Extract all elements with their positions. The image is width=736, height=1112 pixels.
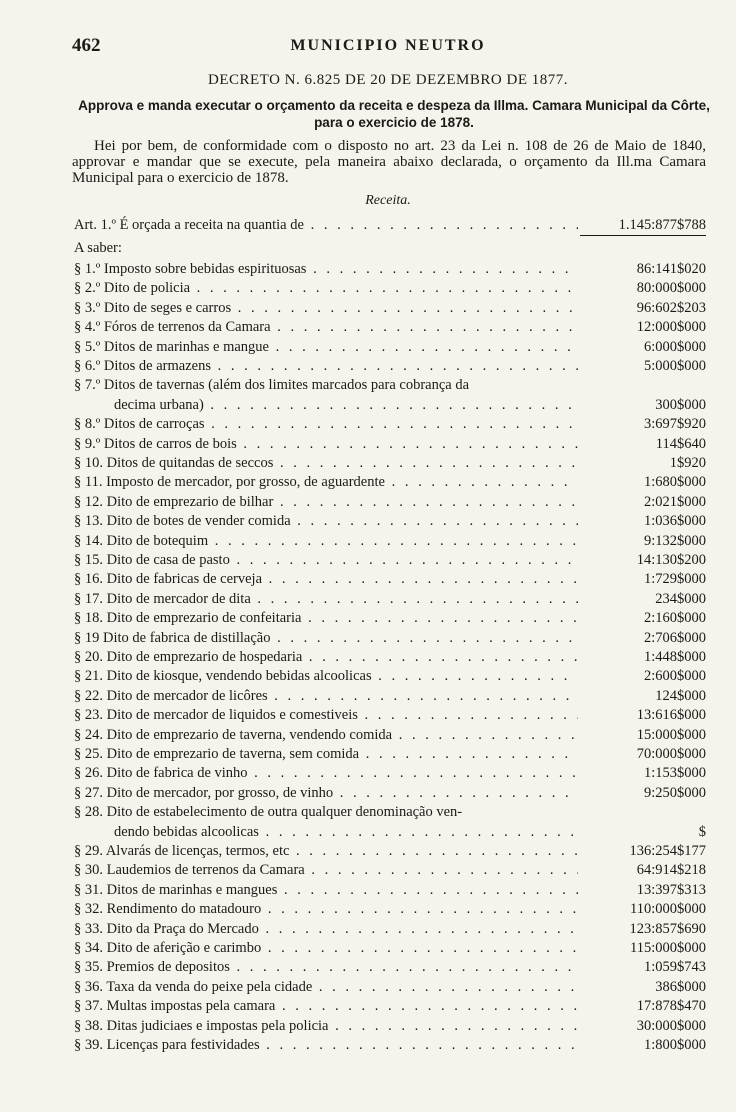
ledger-item-label: § 7.º Ditos de tavernas (além dos limites marcados para cobrança da <box>74 377 470 394</box>
preamble-paragraph: Hei por bem, de conformidade com o disposto no art. 23 da Lei n. 108 de 26 de Maio de 1840, approvar e mandar que se execute, pela maneira abaixo declarada, o orçamento da Ill.ma Camara Municipal para o exercicio de 1878. <box>72 138 706 186</box>
ledger-item-label: § 31. Ditos de marinhas e mangues . . . <box>74 881 578 900</box>
ledger-item-label: § 25. Dito de emprezario de taverna, sem comida . . . <box>74 745 578 764</box>
ledger-item-amount: 115:000$000 <box>630 940 706 956</box>
ledger-item-label: § 38. Ditas judiciaes e impostas pela policia . . . <box>74 1017 578 1036</box>
ledger-item-label: § 13. Dito de botes de vender comida . . . <box>74 512 578 531</box>
ledger-item-amount: 124$000 <box>655 687 706 704</box>
ledger-item-label: § 6.º Ditos de armazens . . . <box>74 357 578 376</box>
ledger-item-amount: 14:130$200 <box>636 552 706 568</box>
ledger-item-label: § 8.º Ditos de carroças . . . <box>74 415 578 434</box>
ledger-item-amount: 13:397$313 <box>636 881 706 898</box>
ledger-item-amount: 1:448$000 <box>643 649 706 665</box>
ledger-row <box>74 939 706 958</box>
ledger-row <box>74 978 706 997</box>
decree-title: DECRETO N. 6.825 DE 20 DE DEZEMBRO DE 1877. <box>208 72 568 88</box>
ledger-row <box>74 648 706 667</box>
ledger-item-amount: 2:706$000 <box>643 629 706 646</box>
ledger-row <box>74 551 706 570</box>
ledger-item-label: § 32. Rendimento do matadouro . . . <box>74 900 578 919</box>
ledger-item-label: § 9.º Ditos de carros de bois . . . <box>74 435 578 454</box>
ledger-item-label: § 19 Dito de fabrica de distillação . . . <box>74 629 578 648</box>
ledger-row <box>74 512 706 531</box>
ledger-row <box>74 1017 706 1036</box>
ledger-item-label: § 39. Licenças para festividades . . . <box>74 1036 578 1055</box>
ledger-row <box>74 900 706 919</box>
ledger-row <box>74 687 706 706</box>
ledger-item-amount: 123:857$690 <box>629 920 706 937</box>
ledger-item-amount: 70:000$000 <box>636 746 706 762</box>
ledger-item-amount: 86:141$020 <box>636 261 706 277</box>
ledger-item-amount: 386$000 <box>655 978 706 995</box>
ledger-row <box>74 532 706 551</box>
ledger-item-label: § 11. Imposto de mercador, por grosso, de aguardente . . . <box>74 473 578 492</box>
ledger-item-amount: 2:021$000 <box>643 493 706 510</box>
page-number: 462 <box>72 35 101 56</box>
decree-subtitle: Approva e manda executar o orçamento da receita e despeza da Illma. Camara Municipal da Côrte, para o exercicio de 1878. <box>78 98 710 130</box>
article-label: Art. 1.º É orçada a receita na quantia de . . . <box>74 216 578 235</box>
ledger-item-label: § 24. Dito de emprezario de taverna, vendendo comida . . . <box>74 726 578 745</box>
running-title: MUNICIPIO NEUTRO <box>290 37 486 54</box>
ledger-item-label: § 17. Dito de mercador de dita . . . <box>74 590 578 609</box>
ledger-item-label: § 18. Dito de emprezario de confeitaria . . . <box>74 609 578 628</box>
ledger-row <box>74 726 706 745</box>
ledger-row <box>74 803 706 822</box>
ledger-row <box>74 1036 706 1055</box>
ledger-row <box>74 745 706 764</box>
page-header <box>72 33 704 59</box>
ledger-row <box>74 861 706 880</box>
ledger-row-continuation <box>74 823 706 842</box>
ledger-item-label: § 21. Dito de kiosque, vendendo bebidas alcoolicas . . . <box>74 667 578 686</box>
ledger-item-continuation: decima urbana) . . . <box>114 396 578 415</box>
ledger-item-label: § 37. Multas impostas pela camara . . . <box>74 997 578 1016</box>
ledger-item-label: § 29. Alvarás de licenças, termos, etc . . . <box>74 842 578 861</box>
ledger-row <box>74 958 706 977</box>
ledger-row <box>74 338 706 357</box>
ledger-item-amount: 300$000 <box>655 396 706 413</box>
ledger-row <box>74 784 706 803</box>
ledger-item-amount: 13:616$000 <box>636 707 706 724</box>
ledger-item-amount: 1:036$000 <box>643 513 706 530</box>
ledger-row <box>74 590 706 609</box>
ledger-row <box>74 357 706 376</box>
ledger-item-amount: 1:153$000 <box>643 765 706 782</box>
a-saber-label: A saber: <box>74 240 122 256</box>
ledger-row <box>74 415 706 434</box>
ledger-item-label: § 16. Dito de fabricas de cerveja . . . <box>74 570 578 589</box>
article-amount: 1.145:877$788 <box>580 216 706 236</box>
ledger-item-label: § 5.º Ditos de marinhas e mangue . . . <box>74 338 578 357</box>
ledger-item-label: § 2.º Dito de policia . . . <box>74 279 578 298</box>
ledger-row <box>74 454 706 473</box>
ledger-row <box>74 667 706 686</box>
ledger-item-amount: 114$640 <box>655 435 706 452</box>
ledger-item-amount: 3:697$920 <box>643 416 706 433</box>
ledger-item-label: § 20. Dito de emprezario de hospedaria . . . <box>74 648 578 667</box>
ledger-item-amount: 64:914$218 <box>636 862 706 879</box>
ledger-row <box>74 706 706 725</box>
ledger-item-label: § 35. Premios de depositos . . . <box>74 958 578 977</box>
ledger-item-label: § 14. Dito de botequim . . . <box>74 532 578 551</box>
ledger-row <box>74 473 706 492</box>
ledger-item-amount: 234$000 <box>655 590 706 607</box>
ledger-item-label: § 30. Laudemios de terrenos da Camara . . . <box>74 861 578 880</box>
ledger-item-label: § 23. Dito de mercador de liquidos e comestiveis . . . <box>74 706 578 725</box>
ledger-item-amount: 1:059$743 <box>643 959 706 976</box>
ledger-row <box>74 260 706 279</box>
ledger-item-amount: 17:878$470 <box>636 998 706 1015</box>
ledger-item-label: § 27. Dito de mercador, por grosso, de vinho . . . <box>74 784 578 803</box>
ledger-item-amount: 5:000$000 <box>643 358 706 374</box>
ledger-item-label: § 12. Dito de emprezario de bilhar . . . <box>74 493 578 512</box>
ledger-row <box>74 570 706 589</box>
ledger-row <box>74 764 706 783</box>
ledger-row <box>74 629 706 648</box>
ledger-row <box>74 279 706 298</box>
ledger-row <box>74 842 706 861</box>
ledger-item-amount: 1:680$000 <box>643 474 706 491</box>
ledger-item-label: § 34. Dito de aferição e carimbo . . . <box>74 939 578 958</box>
ledger-item-label: § 36. Taxa da venda do peixe pela cidade . . . <box>74 978 578 997</box>
ledger-item-amount: 2:600$000 <box>643 668 706 685</box>
ledger-item-label: § 4.º Fóros de terrenos da Camara . . . <box>74 318 578 337</box>
ledger-item-amount: 80:000$000 <box>636 280 706 297</box>
ledger-item-amount: $ <box>698 823 706 840</box>
ledger-item-continuation: dendo bebidas alcoolicas . . . <box>114 823 578 842</box>
ledger-row <box>74 376 706 395</box>
ledger-item-amount: 2:160$000 <box>643 610 706 627</box>
ledger-item-amount: 9:132$000 <box>643 532 706 549</box>
ledger-row <box>74 881 706 900</box>
section-heading: Receita. <box>365 193 411 208</box>
a-saber-row <box>74 239 706 258</box>
ledger-item-amount: 1:800$000 <box>643 1037 706 1053</box>
ledger-row <box>74 435 706 454</box>
ledger-item-amount: 1$920 <box>669 455 706 471</box>
article-row <box>74 216 706 235</box>
ledger-item-amount: 30:000$000 <box>636 1017 706 1034</box>
ledger-item-amount: 96:602$203 <box>636 299 706 316</box>
ledger-row <box>74 609 706 628</box>
ledger-row <box>74 318 706 337</box>
ledger-item-label: § 26. Dito de fabrica de vinho . . . <box>74 764 578 783</box>
ledger-item-label: § 1.º Imposto sobre bebidas espirituosas . . . <box>74 260 578 279</box>
ledger-item-amount: 110:000$000 <box>630 901 706 918</box>
ledger-item-label: § 22. Dito de mercador de licôres . . . <box>74 687 578 706</box>
ledger-item-amount: 9:250$000 <box>643 784 706 801</box>
ledger-item-label: § 3.º Dito de seges e carros . . . <box>74 299 578 318</box>
ledger-row <box>74 299 706 318</box>
ledger-item-amount: 12:000$000 <box>636 319 706 336</box>
ledger-item-amount: 15:000$000 <box>636 726 706 743</box>
ledger-item-label: § 33. Dito da Praça do Mercado . . . <box>74 920 578 939</box>
ledger-item-label: § 10. Ditos de quitandas de seccos . . . <box>74 454 578 473</box>
ledger-item-amount: 6:000$000 <box>643 338 706 355</box>
ledger-item-label: § 15. Dito de casa de pasto . . . <box>74 551 578 570</box>
ledger-item-amount: 136:254$177 <box>629 843 706 859</box>
ledger-row-continuation <box>74 396 706 415</box>
ledger-row <box>74 920 706 939</box>
ledger-row <box>74 997 706 1016</box>
ledger-item-amount: 1:729$000 <box>643 571 706 588</box>
ledger-item-label: § 28. Dito de estabelecimento de outra qualquer denominação ven- <box>74 804 463 821</box>
ledger-row <box>74 493 706 512</box>
